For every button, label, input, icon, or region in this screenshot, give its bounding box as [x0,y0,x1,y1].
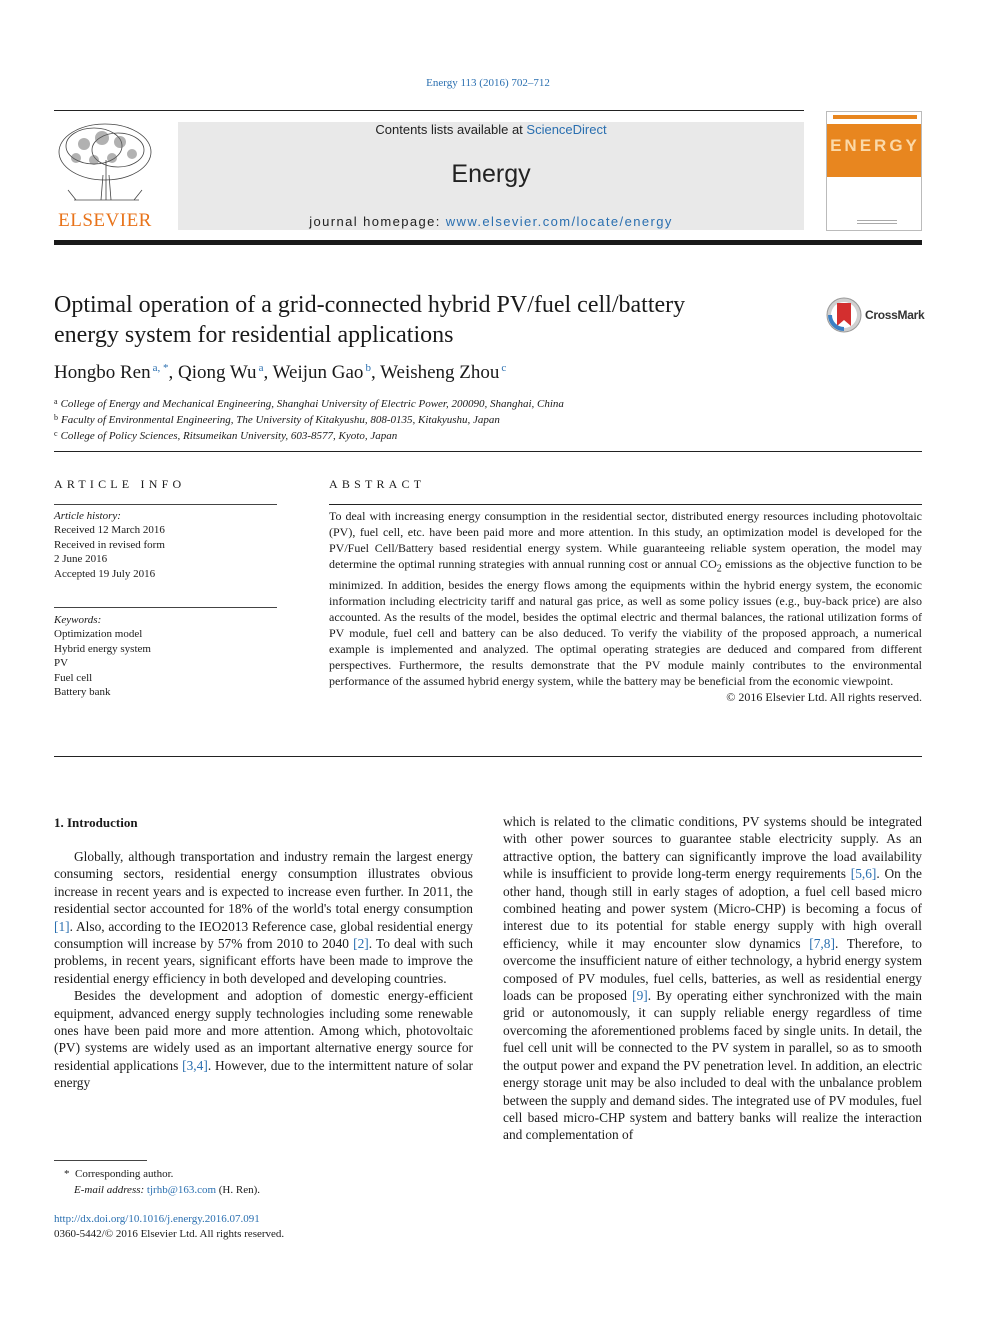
affiliation-text: College of Energy and Mechanical Engineering, Shanghai University of Electric Power, 200090, Shanghai, China [60,398,564,410]
section-heading-introduction: 1. Introduction [54,815,138,830]
author-4[interactable] [380,362,506,383]
cover-top-strip [833,115,917,119]
author-2[interactable] [178,362,263,383]
header-rule [54,110,804,111]
paragraph [503,813,922,1144]
history-item: Received in revised form [54,538,165,551]
author-affiliation-mark[interactable]: c [501,362,507,374]
footnote [54,1166,260,1198]
doi-block [54,1212,284,1242]
author-separator: , [263,362,273,383]
abstract-text [329,508,922,689]
crossmark-badge[interactable] [825,296,925,336]
abstract-heading: ABSTRACT [329,477,426,491]
keywords-rule [54,607,277,608]
author-affiliation-mark[interactable]: a [258,362,264,374]
reference-link[interactable]: [3,4] [182,1057,208,1073]
homepage-link[interactable]: www.elsevier.com/locate/energy [445,214,673,229]
reference-link[interactable]: [5,6] [850,866,877,882]
text-run: . Also, according to the IEO2013 Reference case, global residential energy consumption will increase by 57% from 2010 to 2040 [54,918,473,952]
journal-masthead [178,122,804,230]
article-title [54,290,794,350]
footnote-rule [54,1160,147,1161]
header-thick-rule [54,240,922,245]
author-3[interactable] [273,362,371,383]
affiliation-item [54,427,564,443]
crossmark-label: CrossMark [865,308,925,322]
author-name: Hongbo Ren [54,362,151,383]
elsevier-logo[interactable] [54,120,156,232]
affiliation-rule [54,451,922,452]
journal-citation[interactable]: Energy 113 (2016) 702–712 [426,77,550,89]
title-line-1: Optimal operation of a grid-connected hybrid PV/fuel cell/battery [54,292,686,318]
title-line-2: energy system for residential applications [54,322,454,348]
homepage-prefix: journal homepage: [309,214,446,229]
article-info-rule [54,504,277,505]
reference-link[interactable]: [1] [54,918,70,934]
text-run: . To deal with such problems, in recent years, significant efforts have been made to improve the residential energy efficiency in both developed and developing countries. [54,936,474,986]
article-info-heading: ARTICLE INFO [54,477,186,491]
email-note [54,1182,260,1198]
affiliation-mark: b [54,413,58,422]
paragraph [54,848,473,987]
email-label: E-mail address: [74,1184,147,1196]
keyword-item: PV [54,657,69,670]
author-separator: , [370,362,381,383]
text-run: which is related to the climatic conditions, PV systems should be integrated with other power sources to guarantee stable electricity supply. As an attractive option, the battery can significantly improve the load availability while is insufficient to provide long-term energy requirements [503,814,922,882]
journal-name: Energy [451,160,531,188]
sciencedirect-link[interactable]: ScienceDirect [526,122,607,137]
text-run: . On the other hand, though still in early stages of adoption, a fuel cell based micro combined heating and power system (Micro-CHP) is becoming a focus of interest due to its potential for stable energy supply with high overall efficiency, while it may encounter slow dynamics [503,866,922,951]
history-item: 2 June 2016 [54,553,108,566]
footnote-mark: * [64,1168,70,1180]
author-list [54,362,506,384]
abstract-text-part: To deal with increasing energy consumption in the residential sector, distributed energy resources including photovoltaic (PV), fuel cell, etc. have been paid more and more attention. In this study, an optimization model is developed for the PV/Fuel Cell/Battery based residential energy system. While guaranteeing reliable system operation, the model may determine the optimal running strategies with annual running cost or annual CO [329,509,922,571]
text-run: Globally, although transportation and industry remain the largest energy consuming sectors, residential energy consumption illustrates obvious increase in recent years and is expected to increase even further. In 2011, the residential sector accounted for 18% of the world's total energy consumption [54,849,473,917]
affiliation-text: Faculty of Environmental Engineering, The University of Kitakyushu, 808-0135, Kitakyushu, Japan [61,414,500,426]
doi-link[interactable]: http://dx.doi.org/10.1016/j.energy.2016.07.091 [54,1213,260,1225]
text-run: Besides the development and adoption of domestic energy-efficient equipment, advanced energy supply technologies including some renewable ones have been paid more and more attention. Among which, photovoltaic (PV) systems are widely used as an important alternative energy source for residential applications [54,988,473,1073]
body-column-left [54,848,473,1092]
abstract-body [329,508,922,705]
co2-subscript: 2 [716,563,722,575]
affiliation-mark: a [54,397,58,406]
author-1[interactable] [54,362,168,383]
elsevier-tree-icon [54,120,156,208]
keywords-block [54,613,277,699]
history-label: Article history: [54,510,121,522]
affiliation-list [54,395,564,443]
homepage-line [178,214,804,229]
journal-cover-thumbnail[interactable] [826,111,922,231]
reference-link[interactable]: [2] [353,936,369,952]
email-suffix: (H. Ren). [216,1184,261,1196]
author-name: Weijun Gao [272,362,364,383]
text-run: . However, due to the intermittent nature of solar energy [54,1057,473,1091]
article-history [54,509,277,581]
history-item: Accepted 19 July 2016 [54,567,156,580]
crossmark-icon [825,296,863,334]
reference-link[interactable]: [7,8] [809,935,835,951]
text-run: . Therefore, to overcome the insufficient nature of either technology, a hybrid energy system composed of PV modules, fuel cells, batteries, as well as residential energy loads can be proposed [503,935,922,1004]
author-affiliation-mark[interactable]: b [365,362,371,374]
text-run: . By operating either synchronized with the main grid or autonomously, it can supply reliable energy regardless of time overcoming the aforementioned problems faced by single units. In detail, the fuel cell unit will be connected to the PV system in parallel, so as to smooth the output power and expand the PV penetration level. In addition, an electric energy storage unit may be also included to deal with the unbalance problem between the supply and demand sides. The integrated use of PV modules, fuel cell based micro-CHP system and battery banks will realize the interaction and complementation of [503,988,923,1143]
body-column-right [503,813,922,1144]
keyword-item: Optimization model [54,628,143,641]
author-affiliation-mark[interactable]: a, * [152,362,169,374]
author-name: Qiong Wu [177,362,257,383]
history-item: Received 12 March 2016 [54,524,165,537]
author-separator: , [168,362,178,383]
elsevier-wordmark: ELSEVIER [58,210,152,231]
affiliation-text: College of Policy Sciences, Ritsumeikan University, 603-8577, Kyoto, Japan [60,430,398,442]
corresponding-label: Corresponding author. [75,1168,174,1180]
author-name: Weisheng Zhou [380,362,500,383]
affiliation-mark: c [54,429,58,438]
keyword-item: Battery bank [54,686,111,699]
keyword-item: Fuel cell [54,671,93,684]
contents-line [178,122,804,137]
affiliation-item [54,411,564,427]
cover-title: ENERGY [830,136,920,155]
keywords-label: Keywords: [54,614,102,626]
abstract-text-part: emissions as the objective function to be minimized. In addition, besides the energy flows among the equipments within the hybrid energy system, the economic information including electricity tariff and natural gas price, as well as some policy issues (e.g., buy-back price) are also accounted. As the results of the model, besides the optimal electric and thermal balances, the rational utilization forms of PV module, fuel cell and battery can be also deduced. To verify the viability of the proposed approach, a numerical example is implemented and analyzed. The optimal operating strategies are deduced and compared from different perspectives. Furthermore, the results demonstrate that the PV module mainly contributes to the environmental performance of the assumed hybrid energy system, while the battery may be beneficial from the economic viewpoint. [329,557,923,689]
keyword-item: Hybrid energy system [54,642,151,655]
abstract-bottom-rule [54,756,922,757]
email-link[interactable]: tjrhb@163.com [146,1184,217,1196]
paragraph [54,987,473,1091]
abstract-rule [329,504,922,505]
affiliation-item [54,395,564,411]
issn-copyright: 0360-5442/© 2016 Elsevier Ltd. All rights reserved. [54,1228,285,1240]
cover-footer-mark [857,220,897,224]
contents-prefix: Contents lists available at [375,122,527,137]
reference-link[interactable]: [9] [632,988,648,1004]
abstract-copyright: © 2016 Elsevier Ltd. All rights reserved. [726,690,922,705]
corresponding-author-note [54,1166,260,1182]
